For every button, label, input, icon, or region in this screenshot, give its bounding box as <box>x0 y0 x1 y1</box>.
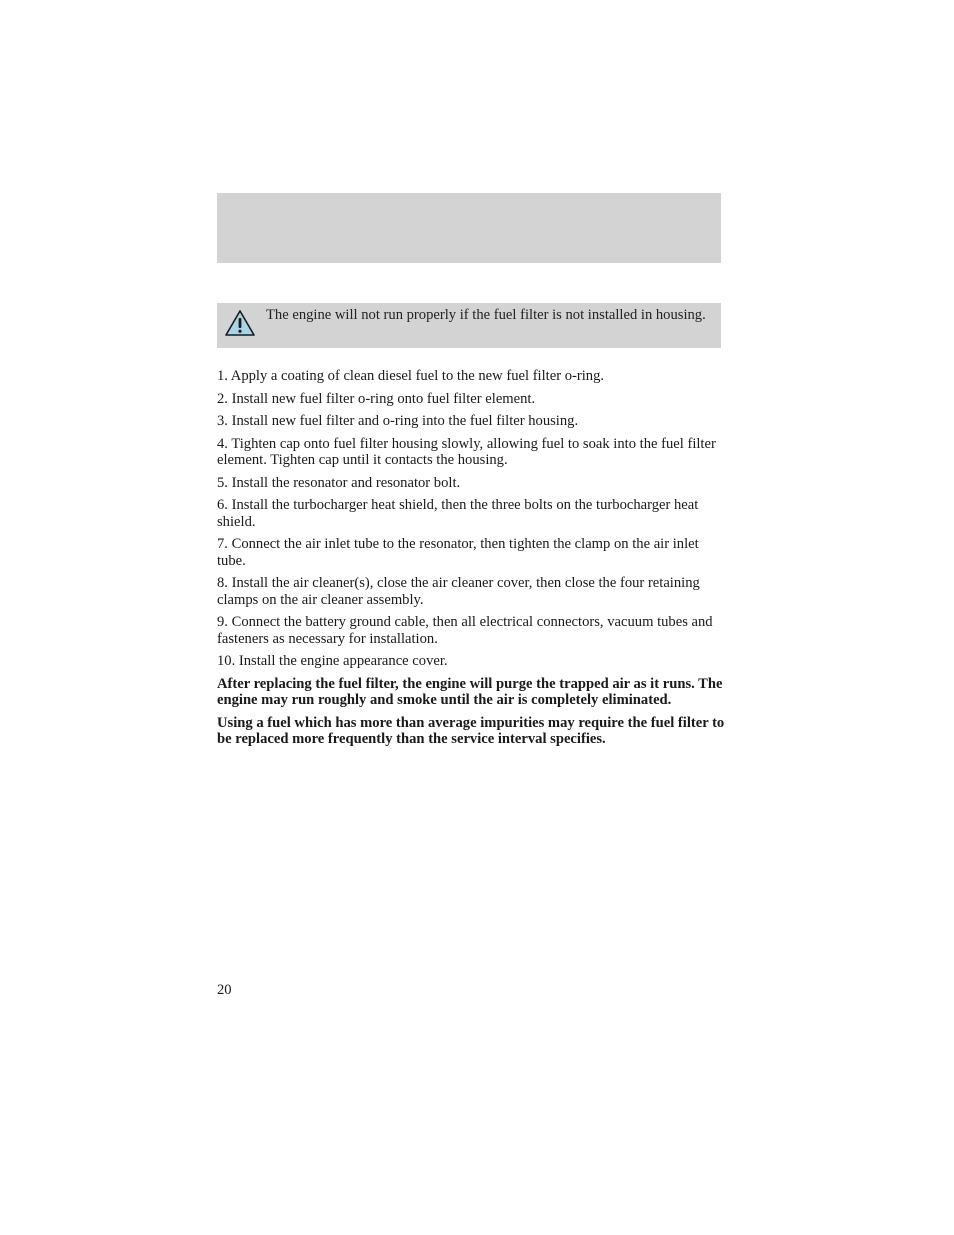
step-10: 10. Install the engine appearance cover. <box>217 653 448 669</box>
note-fuel-impurities: Using a fuel which has more than average impurities may require the fuel filter to be replaced more frequently than the service interval specifies. <box>217 714 725 747</box>
warning-box <box>217 303 721 348</box>
section-header-band <box>217 193 721 263</box>
step-8: 8. Install the air cleaner(s), close the air cleaner cover, then close the four retaining clamps on the air cleaner assembly. <box>217 575 700 608</box>
step-6: 6. Install the turbocharger heat shield, then the three bolts on the turbocharger heat shield. <box>217 497 699 530</box>
step-3: 3. Install new fuel filter and o-ring into the fuel filter housing. <box>217 413 579 429</box>
step-4: 4. Tighten cap onto fuel filter housing slowly, allowing fuel to soak into the fuel filter element. Tighten cap until it contacts the housing. <box>217 435 716 468</box>
procedure-steps <box>217 368 727 754</box>
warning-text: The engine will not run properly if the fuel filter is not installed in housing. <box>266 307 706 323</box>
step-1: 1. Apply a coating of clean diesel fuel to the new fuel filter o-ring. <box>217 368 605 384</box>
step-9: 9. Connect the battery ground cable, then all electrical connectors, vacuum tubes and fasteners as necessary for installation. <box>217 614 713 647</box>
note-purge-air: After replacing the fuel filter, the engine will purge the trapped air as it runs. The engine may run roughly and smoke until the air is completely eliminated. <box>217 675 723 708</box>
step-7: 7. Connect the air inlet tube to the resonator, then tighten the clamp on the air inlet tube. <box>217 536 699 569</box>
step-5: 5. Install the resonator and resonator bolt. <box>217 474 461 491</box>
warning-triangle-icon <box>224 309 256 337</box>
page-number: 20 <box>217 982 232 998</box>
step-2: 2. Install new fuel filter o-ring onto fuel filter element. <box>217 390 536 407</box>
